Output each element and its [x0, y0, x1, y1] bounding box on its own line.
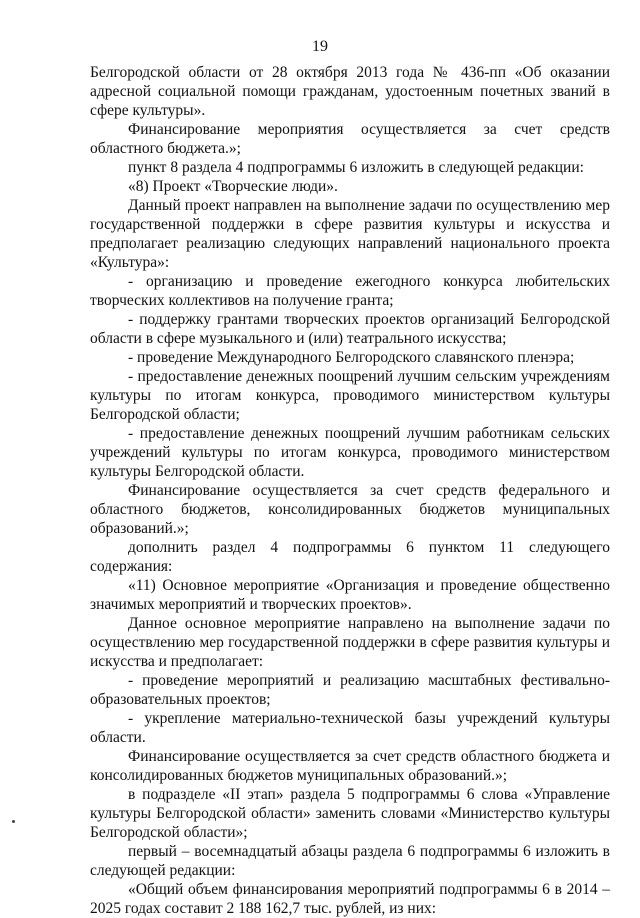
paragraph: в подразделе «II этап» раздела 5 подпрограммы 6 слова «Управление культуры Белгородской области» заменить словами «Министерство культуры Белгородской области»; — [90, 786, 610, 841]
paragraph: - поддержку грантами творческих проектов организаций Белгородской области в сфере музыкального и (или) театрального искусства; — [90, 311, 610, 347]
paragraph: «11) Основное мероприятие «Организация и проведение общественно значимых мероприятий и творческих проектов». — [90, 577, 610, 613]
paragraph: - проведение мероприятий и реализацию масштабных фестивально-образовательных проектов; — [90, 672, 610, 708]
paragraph: Финансирование осуществляется за счет средств областного бюджета и консолидированных бюджетов муниципальных образований.»; — [90, 748, 610, 784]
paragraph: Данное основное мероприятие направлено на выполнение задачи по осуществлению мер государственной поддержки в сфере развития культуры и искусства и предполагает: — [90, 615, 610, 670]
paragraph: Финансирование осуществляется за счет средств федерального и областного бюджетов, консолидированных бюджетов муниципальных образований.»; — [90, 482, 610, 537]
paragraph: - организацию и проведение ежегодного конкурса любительских творческих коллективов на получение гранта; — [90, 273, 610, 309]
paragraph: первый – восемнадцатый абзацы раздела 6 подпрограммы 6 изложить в следующей редакции: — [90, 843, 610, 879]
paragraph: Белгородской области от 28 октября 2013 года № 436-пп «Об оказании адресной социальной помощи гражданам, удостоенным почетных званий в сфере культуры». — [90, 64, 610, 119]
document-body — [90, 63, 610, 918]
paragraph: - укрепление материально-технической базы учреждений культуры области. — [90, 710, 610, 746]
paragraph: «8) Проект «Творческие люди». — [128, 178, 338, 195]
paragraph: пункт 8 раздела 4 подпрограммы 6 изложить в следующей редакции: — [128, 159, 584, 176]
paragraph: - предоставление денежных поощрений лучшим сельским учреждениям культуры по итогам конкурса, проводимого министерством культуры Белгородской области; — [90, 368, 610, 423]
paragraph: дополнить раздел 4 подпрограммы 6 пунктом 11 следующего содержания: — [90, 539, 610, 575]
paragraph: «Общий объем финансирования мероприятий подпрограммы 6 в 2014 – 2025 годах составит 2 188 162,7 тыс. рублей, из них: — [90, 881, 610, 917]
paragraph: Финансирование мероприятия осуществляется за счет средств областного бюджета.»; — [90, 121, 610, 157]
page-number: 19 — [312, 38, 328, 55]
scan-artifact-dot — [12, 820, 15, 823]
paragraph: Данный проект направлен на выполнение задачи по осуществлению мер государственной поддержки в сфере развития культуры и искусства и предполагает реализацию следующих направлений национального проекта «Культура»: — [90, 197, 610, 271]
paragraph: - предоставление денежных поощрений лучшим работникам сельских учреждений культуры по итогам конкурса, проводимого министерством культуры Белгородской области. — [90, 425, 610, 480]
paragraph: - проведение Международного Белгородского славянского пленэра; — [128, 349, 575, 366]
